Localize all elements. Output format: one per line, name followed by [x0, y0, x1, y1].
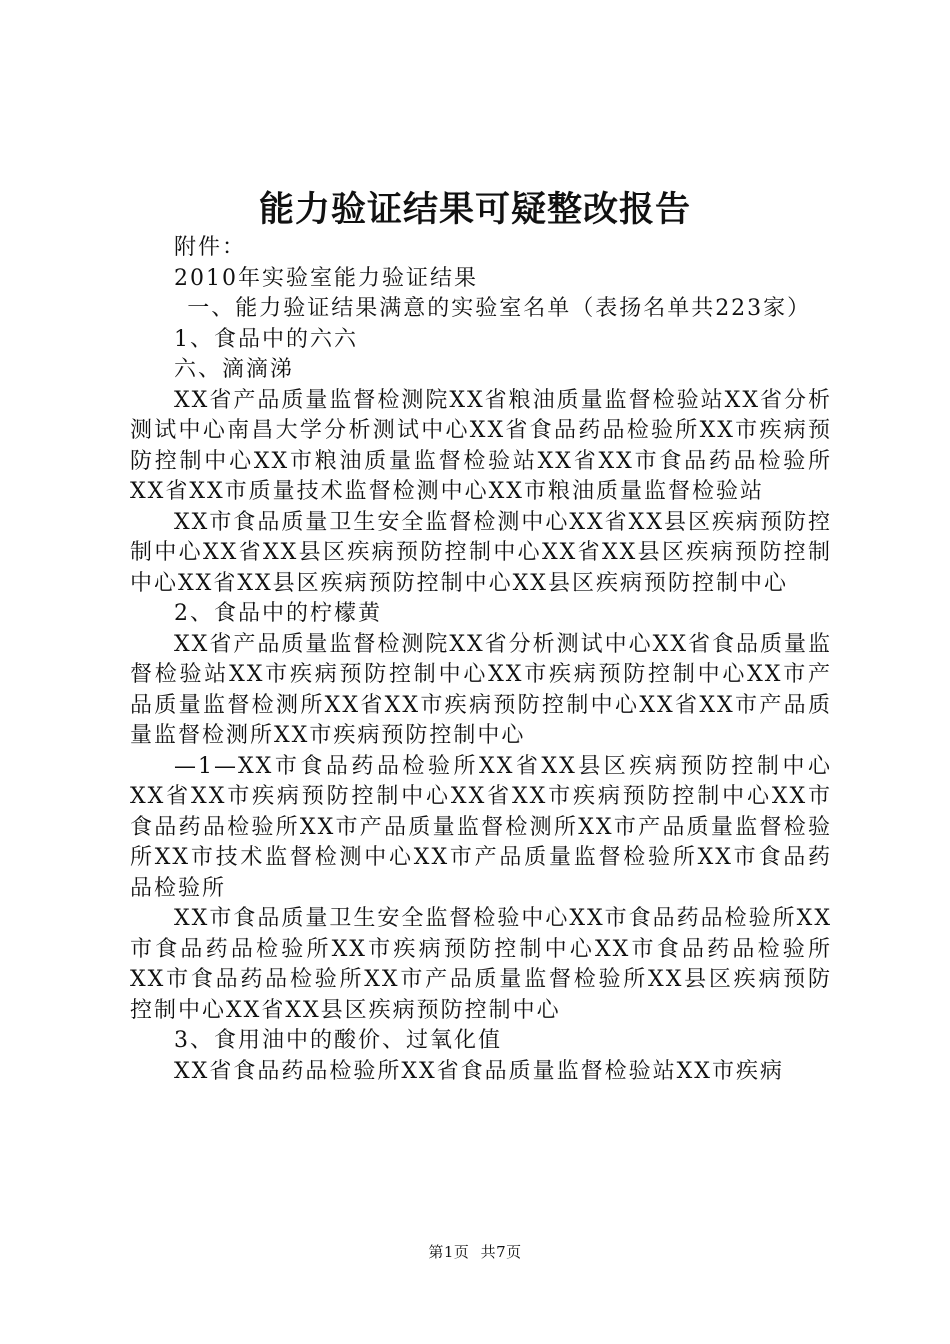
lab-list-paragraph: —1—XX市食品药品检验所XX省XX县区疾病预防控制中心XX省XX市疾病预防控制中心XX省XX市疾病预防控制中心XX市食品药品检验所XX市产品质量监督检测所XX市产品质量监督检验所XX市技术监督检测中心XX市产品质量监督检验所XX市食品药品检验所 [130, 753, 832, 901]
subsection-heading-ddt: 六、滴滴涕 [174, 357, 295, 382]
lab-list-paragraph: XX省产品质量监督检测院XX省分析测试中心XX省食品质量监督检验站XX市疾病预防控制中心XX市疾病预防控制中心XX市产品质量监督检测所XX省XX市疾病预防控制中心XX省XX市产品质量监督检测所XX市疾病预防控制中心 [130, 631, 832, 748]
document-title: 能力验证结果可疑整改报告 [258, 190, 691, 230]
lab-list-paragraph: XX省食品药品检验所XX省食品质量监督检验站XX市疾病 [174, 1058, 784, 1084]
page-total: 共7页 [480, 1243, 522, 1261]
lab-list-paragraph: XX市食品质量卫生安全监督检测中心XX省XX县区疾病预防控制中心XX省XX县区疾病预防控制中心XX省XX县区疾病预防控制中心XX省XX县区疾病预防控制中心XX县区疾病预防控制中心 [130, 509, 832, 596]
subsection-heading-2: 2、食品中的柠檬黄 [174, 601, 382, 626]
section-heading-satisfactory: 一、能力验证结果满意的实验室名单（表扬名单共223家） [187, 296, 812, 321]
subsection-heading-1: 1、食品中的六六 [174, 326, 358, 352]
page-footer [0, 1241, 950, 1262]
document-body [130, 233, 832, 1087]
subsection-heading-3: 3、食用油中的酸价、过氧化值 [174, 1028, 502, 1053]
page-number: 第1页 [428, 1243, 470, 1261]
paragraph-year-results: 2010年实验室能力验证结果 [174, 265, 478, 291]
lab-list-paragraph: XX省产品质量监督检测院XX省粮油质量监督检验站XX省分析测试中心南昌大学分析测试中心XX省食品药品检验所XX市疾病预防控制中心XX市粮油质量监督检验站XX省XX市食品药品检验所XX省XX市质量技术监督检测中心XX市粮油质量监督检验站 [130, 387, 832, 504]
paragraph-attachment: 附件： [174, 235, 247, 260]
lab-list-paragraph: XX市食品质量卫生安全监督检验中心XX市食品药品检验所XX市食品药品检验所XX市疾病预防控制中心XX市食品药品检验所XX市食品药品检验所XX市产品质量监督检验所XX县区疾病预防控制中心XX省XX县区疾病预防控制中心 [130, 906, 832, 1023]
